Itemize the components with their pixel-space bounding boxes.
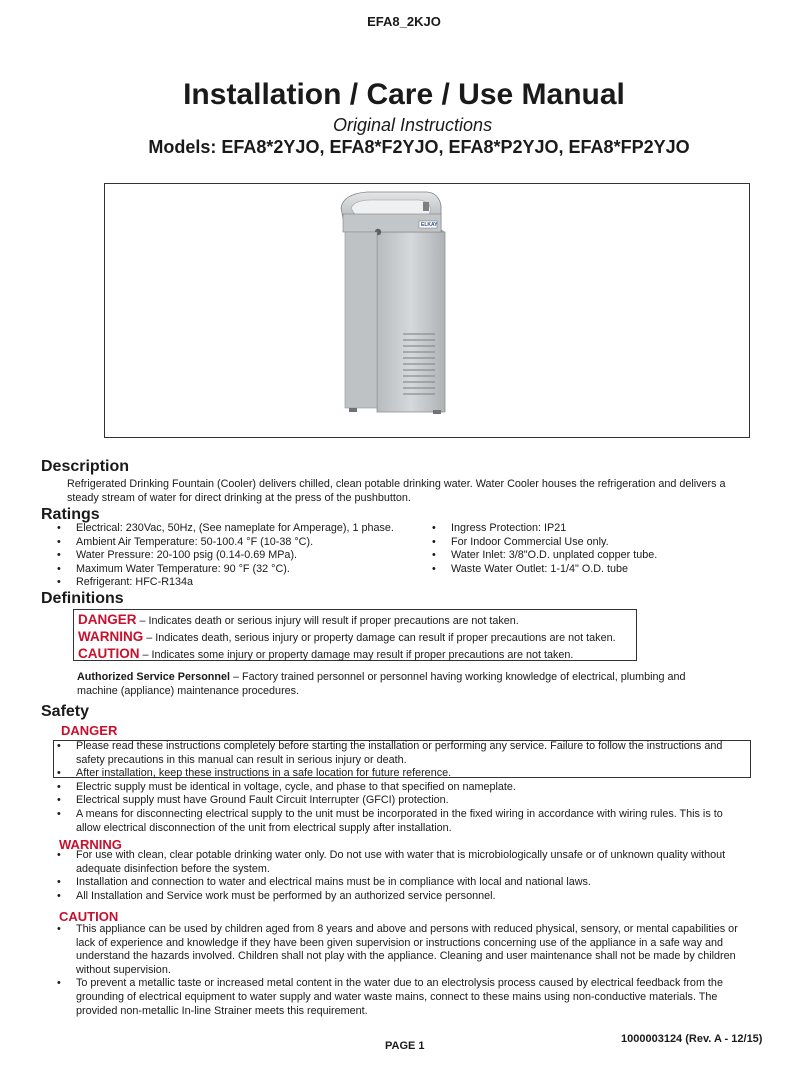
ratings-heading: Ratings [41, 506, 100, 523]
danger-item: • A means for disconnecting electrical supply to the unit must be incorporated in the fixed wiring in accordance with wiring rules. This is to allow electrical disconnection of the unit from electrical supply after installation. [57, 808, 757, 835]
warning-item: • All Installation and Service work must be performed by an authorized service personnel. [57, 890, 757, 904]
page-number: PAGE 1 [385, 1040, 425, 1052]
page-subtitle: Original Instructions [333, 115, 493, 135]
danger-item: • Electric supply must be identical in voltage, cycle, and phase to that specified on nameplate. [57, 781, 757, 795]
ratings-left-list [57, 522, 427, 590]
caution-list [57, 923, 762, 1018]
description-line-2: steady stream of water for direct drinking at the press of the pushbutton. [67, 492, 411, 504]
rating-item: • Maximum Water Temperature: 90 °F (32 °C). [57, 563, 427, 577]
rating-item: • Refrigerant: HFC-R134a [57, 576, 427, 590]
definitions-box [73, 609, 637, 661]
description-line-1: Refrigerated Drinking Fountain (Cooler) delivers chilled, clean potable drinking water. Water Cooler houses the refrigeration and delivers a [67, 478, 726, 490]
definition-warning [78, 629, 632, 646]
safety-warning-label: WARNING [59, 837, 122, 852]
rating-item: • Electrical: 230Vac, 50Hz, (See nameplate for Amperage), 1 phase. [57, 522, 427, 536]
safety-caution-label: CAUTION [59, 909, 119, 924]
danger-item: • Electrical supply must have Ground Fault Circuit Interrupter (GFCI) protection. [57, 794, 757, 808]
warning-list [57, 849, 757, 903]
caution-signal-word: CAUTION [78, 646, 140, 661]
warning-item: • Installation and connection to water and electrical mains must be in compliance with local and national laws. [57, 876, 757, 890]
caution-item: • To prevent a metallic taste or increased metal content in the water due to an electrolysis process caused by electrical feedback from the grounding of electrical equipment to water supply and water waste mains, connect to these mains using non-conductive materials. The provided non-metallic In-line Strainer meets this requirement. [57, 977, 762, 1018]
authorized-personnel-line-2: machine (appliance) maintenance procedures. [77, 685, 300, 697]
rating-item: • Water Inlet: 3/8"O.D. unplated copper tube. [432, 549, 762, 563]
danger-signal-word: DANGER [78, 612, 137, 627]
description-heading: Description [41, 458, 130, 475]
definition-text: – Indicates death or serious injury will result if proper precautions are not taken. [136, 615, 519, 627]
product-image-frame [104, 183, 750, 438]
safety-danger-label: DANGER [61, 723, 118, 738]
model-list: Models: EFA8*2YJO, EFA8*F2YJO, EFA8*P2YJO, EFA8*FP2YJO [148, 137, 690, 157]
authorized-personnel-line-1 [77, 670, 686, 684]
danger-item: • After installation, keep these instructions in a safe location for future reference. [57, 767, 757, 781]
rating-item: • Ingress Protection: IP21 [432, 522, 762, 536]
rating-item: • For Indoor Commercial Use only. [432, 536, 762, 550]
rating-item: • Water Pressure: 20-100 psig (0.14-0.69 MPa). [57, 549, 427, 563]
document-revision: 1000003124 (Rev. A - 12/15) [621, 1033, 763, 1045]
caution-item: • This appliance can be used by children aged from 8 years and above and persons with reduced physical, sensory, or mental capabilities or lack of experience and knowledge if they have been given supervision or instructions concerning use of the appliance in a safe way and understand the hazards involved. Children shall not play with the appliance. Cleaning and user maintenance shall not be made by children without supervision. [57, 923, 762, 977]
rating-item: • Ambient Air Temperature: 50-100.4 °F (10-38 °C). [57, 536, 427, 550]
authorized-personnel-text: – Factory trained personnel or personnel having working knowledge of electrical, plumbing and [230, 671, 686, 683]
ratings-right-list [432, 522, 762, 576]
warning-signal-word: WARNING [78, 629, 144, 644]
safety-heading: Safety [41, 703, 90, 720]
rating-item: • Waste Water Outlet: 1-1/4" O.D. tube [432, 563, 762, 577]
page-title: Installation / Care / Use Manual [183, 78, 625, 111]
definition-text: – Indicates death, serious injury or property damage can result if proper precautions are not taken. [143, 632, 616, 644]
document-code: EFA8_2KJO [367, 14, 441, 29]
danger-list [57, 740, 757, 835]
definitions-heading: Definitions [41, 590, 124, 607]
authorized-personnel-label: Authorized Service Personnel [77, 671, 231, 683]
product-badge: ELKAY [421, 222, 438, 228]
danger-item: • Please read these instructions completely before starting the installation or performing any service. Failure to follow the instructions and safety precautions in this manual can result in serious injury or death. [57, 740, 757, 767]
definition-danger [78, 612, 632, 629]
definition-caution [78, 646, 632, 663]
definition-text: – Indicates some injury or property damage may result if proper precautions are not taken. [139, 649, 574, 661]
warning-item: • For use with clean, clear potable drinking water only. Do not use with water that is microbiologically unsafe or of unknown quality without adequate disinfection before the system. [57, 849, 757, 876]
